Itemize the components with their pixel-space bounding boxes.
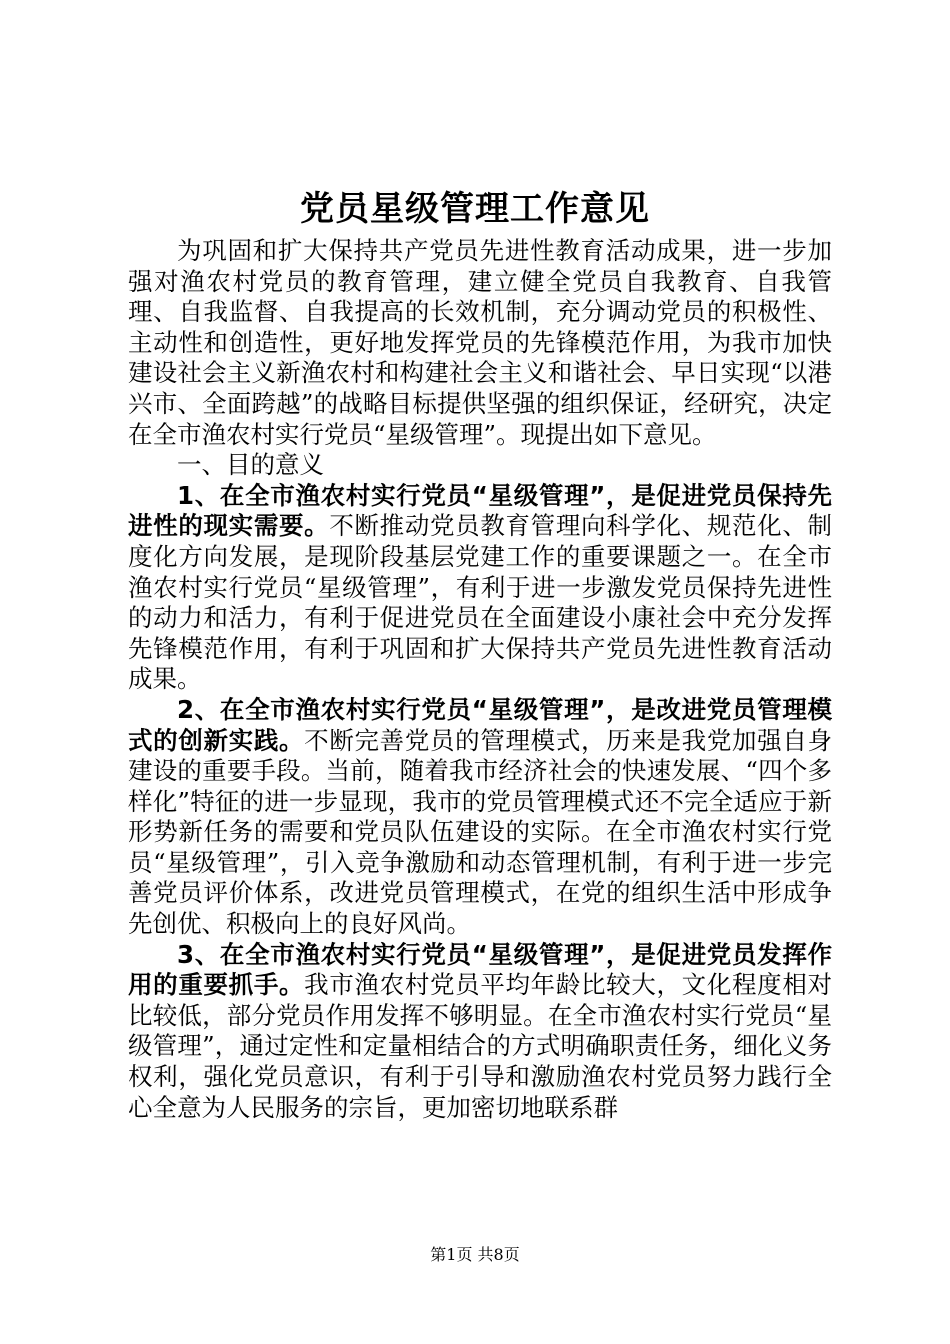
item-lead-3: 3、在全市渔农村实行党员“星级管理”，是促进党员发挥作用的重要抓手。 — [128, 939, 832, 1000]
item-paragraph-3 — [128, 940, 832, 1124]
item-text-1: 不断推动党员教育管理向科学化、规范化、制度化方向发展，是现阶段基层党建工作的重要课题之一。在全市渔农村实行党员“星级管理”，有利于进一步激发党员保持先进性的动力和活力，有利于促进党员在全面建设小康社会中充分发挥先锋模范作用，有利于巩固和扩大保持共产党员先进性教育活动成果。 — [128, 511, 833, 694]
item-text-2: 不断完善党员的管理模式，历来是我党加强自身建设的重要手段。当前，随着我市经济社会的快速发展、“四个多样化”特征的进一步显现，我市的党员管理模式还不完全适应于新形势新任务的需要和党员队伍建设的实际。在全市渔农村实行党员“星级管理”，引入竞争激励和动态管理机制，有利于进一步完善党员评价体系，改进党员管理模式，在党的组织生活中形成争先创优、积极向上的良好风尚。 — [128, 725, 833, 939]
item-paragraph-1 — [128, 481, 832, 695]
item-text-3: 我市渔农村党员平均年龄比较大，文化程度相对比较低，部分党员作用发挥不够明显。在全市渔农村实行党员“星级管理”，通过定性和定量相结合的方式明确职责任务，细化义务权利，强化党员意识，有利于引导和激励渔农村党员努力践行全心全意为人民服务的宗旨，更加密切地联系群 — [128, 970, 833, 1122]
intro-paragraph: 为巩固和扩大保持共产党员先进性教育活动成果，进一步加强对渔农村党员的教育管理，建立健全党员自我教育、自我管理、自我监督、自我提高的长效机制，充分调动党员的积极性、主动性和创造性，更好地发挥党员的先锋模范作用，为我市加快建设社会主义新渔农村和构建社会主义和谐社会、早日实现“以港兴市、全面跨越”的战略目标提供坚强的组织保证，经研究，决定在全市渔农村实行党员“星级管理”。现提出如下意见。 — [128, 236, 832, 449]
page-indicator: 第1页 共8页 — [430, 1245, 520, 1264]
item-lead-1: 1、在全市渔农村实行党员“星级管理”，是促进党员保持先进性的现实需要。 — [128, 480, 832, 541]
document-title: 党员星级管理工作意见 — [300, 189, 650, 229]
section-heading: 一、目的意义 — [177, 450, 324, 480]
document-body — [128, 236, 832, 1123]
item-paragraph-2 — [128, 695, 832, 940]
item-lead-2: 2、在全市渔农村实行党员“星级管理”，是改进党员管理模式的创新实践。 — [128, 694, 832, 755]
